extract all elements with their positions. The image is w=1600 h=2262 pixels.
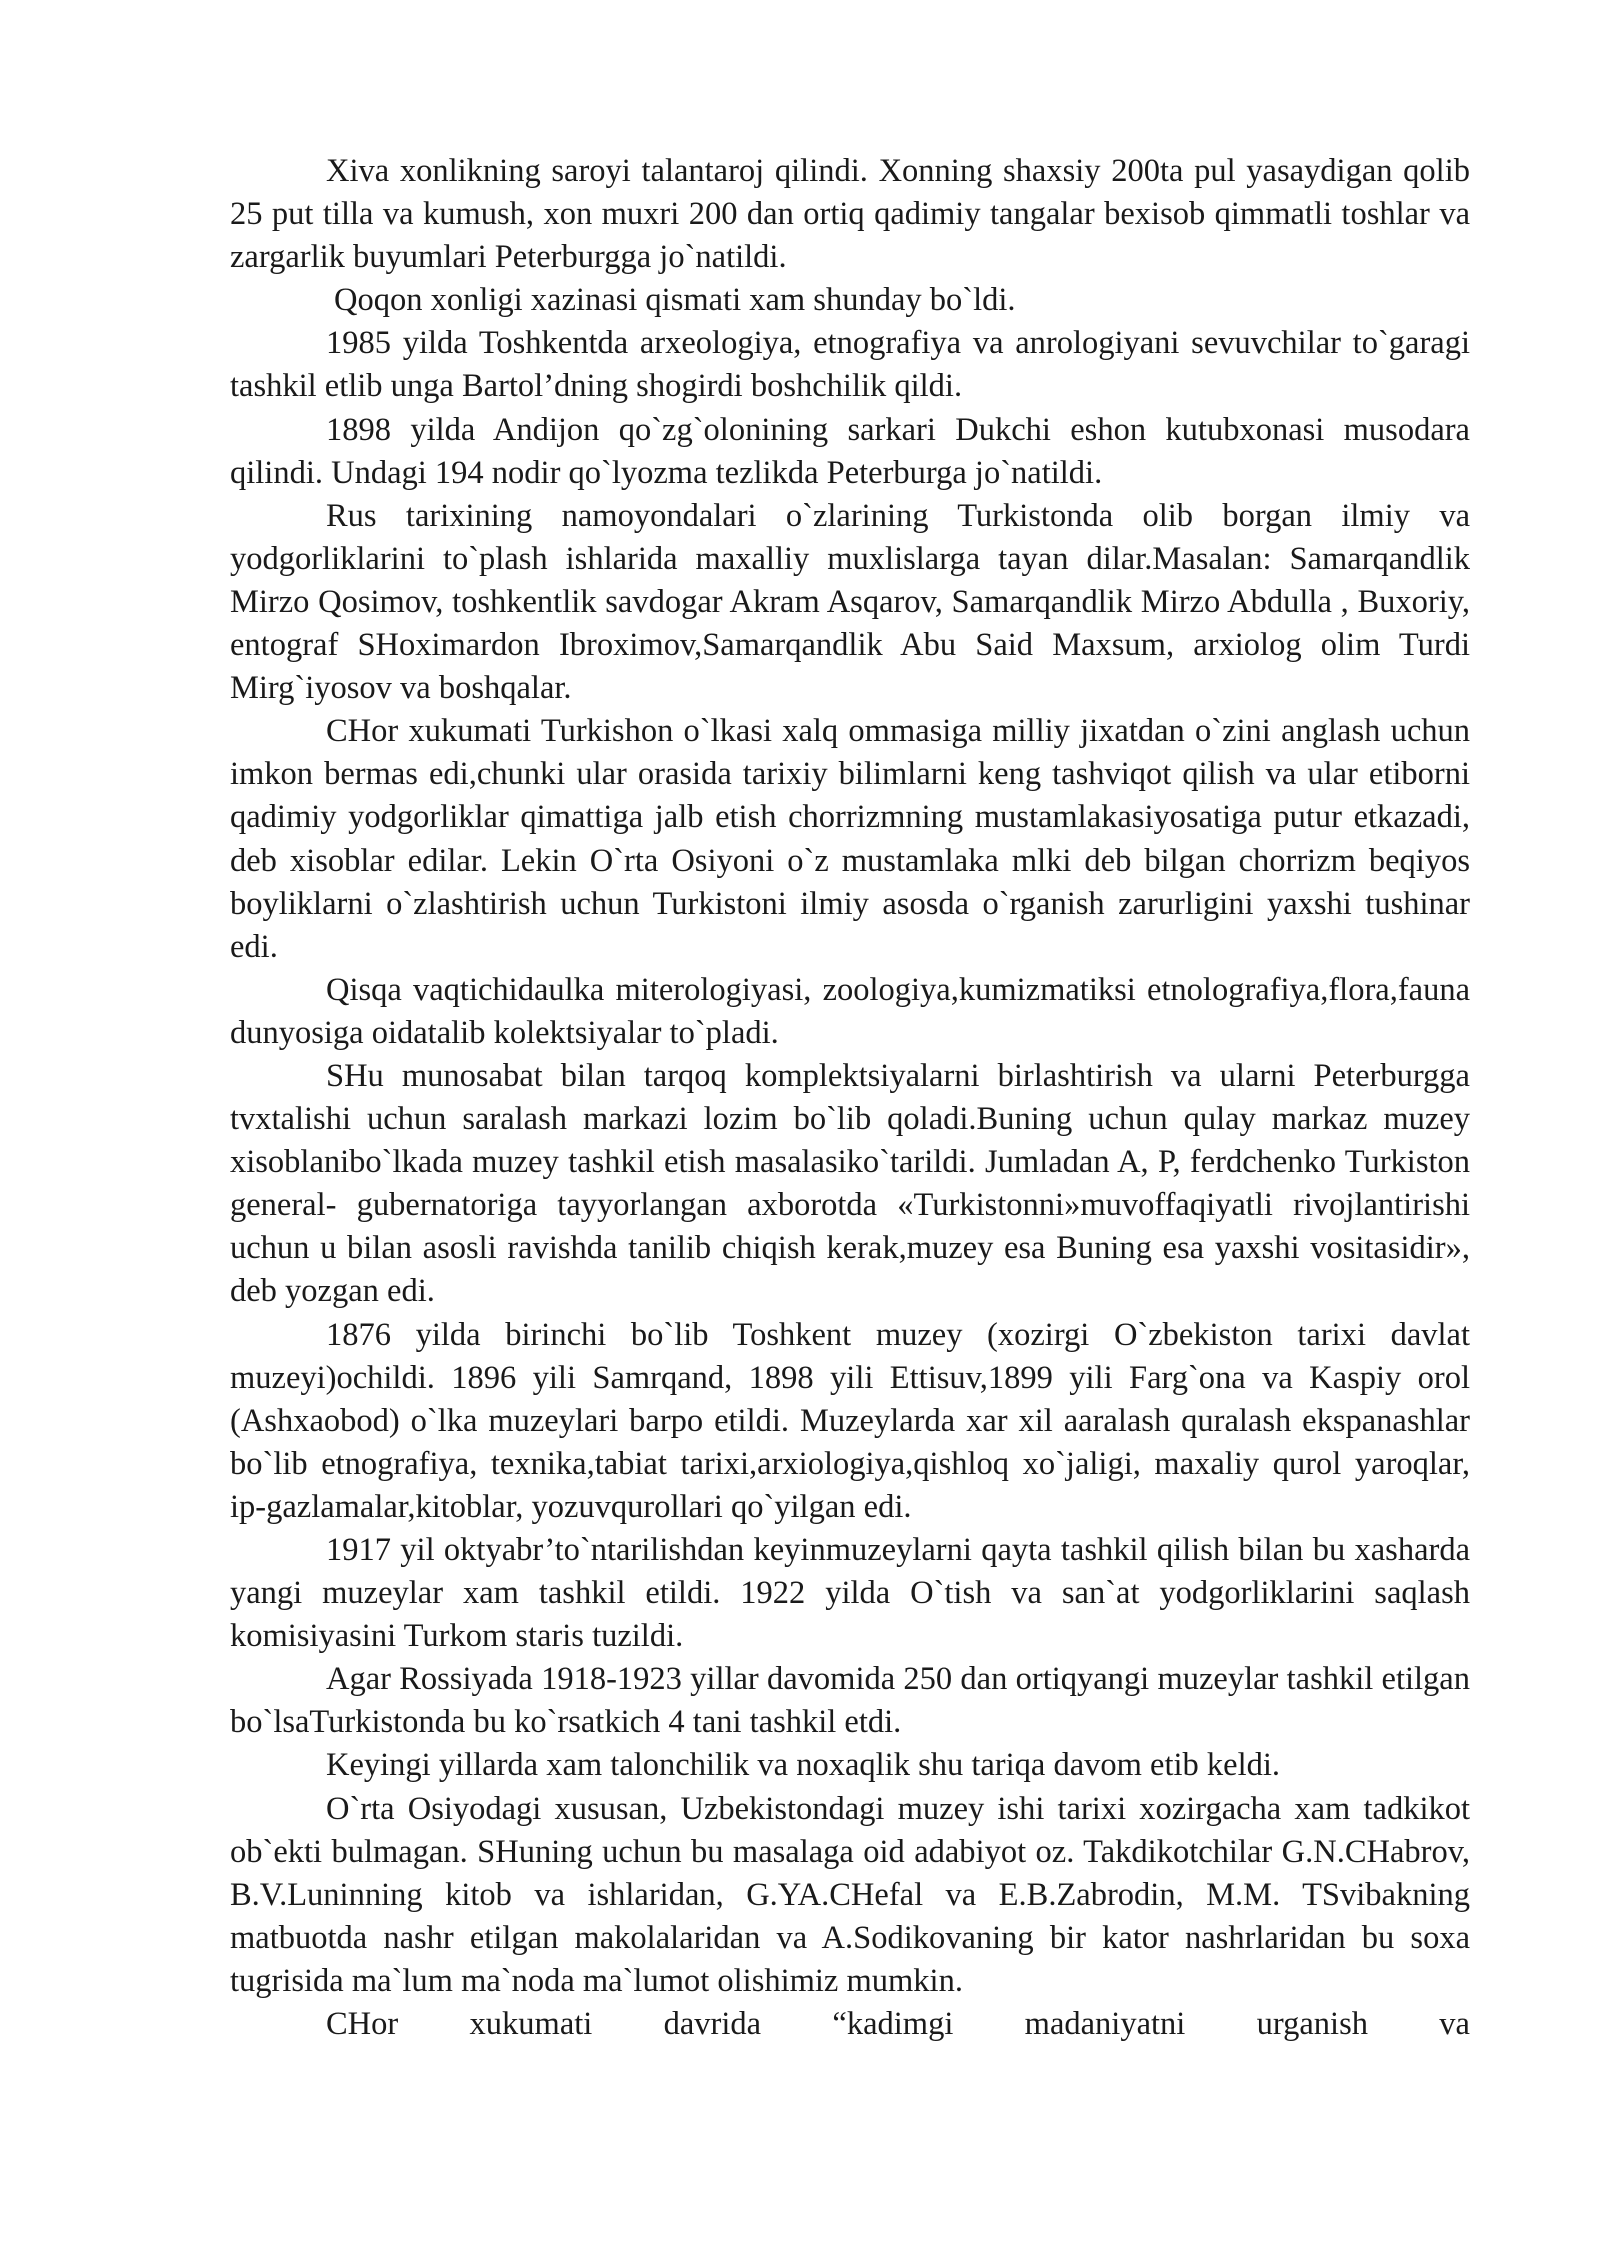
paragraph-looting-continued: Keyingi yillarda xam talonchilik va noxaqlik shu tariqa davom etib keldi. xyxy=(326,1747,1281,1784)
paragraph-russia-comparison: Agar Rossiyada 1918-1923 yillar davomida 250 dan ortiqyangi muzeylar tashkil etilgan bo`lsaTurkistonda bu ko`rsatkich 4 tani tashkil etdi. xyxy=(230,1661,1470,1741)
paragraph-local-collectors: Rus tarixining namoyondalari o`zlarining Turkistonda olib borgan ilmiy va yodgorliklarini to`plash ishlarida maxalliy muxlislarga tayan dilar.Masalan: Samarqandlik Mirzo Qosimov, toshkentlik savdogar Akram Asqarov, Samarqandlik Mirzo Abdulla , Buxoriy, entograf SHoximardon Ibroximov,Samarqandlik Abu Said Maxsum, arxiolog olim Turdi Mirg`iyosov va boshqalar. xyxy=(230,497,1470,707)
paragraph-1917-reorganization: 1917 yil oktyabr’to`ntarilishdan keyinmuzeylarni qayta tashkil qilish bilan bu xasharda yangi muzeylar xam tashkil etildi. 1922 yilda O`tish va san`at yodgorliklarini saqlash komisiyasini Turkom staris tuzildi. xyxy=(230,1532,1470,1655)
document-page xyxy=(230,150,1470,2046)
paragraph-tashkent-circle: 1985 yilda Toshkentda arxeologiya, etnografiya va anrologiyani sevuvchilar to`garagi tashkil etlib unga Bartol’dning shogirdi boshchilik qildi. xyxy=(230,325,1470,405)
paragraph-first-museums: 1876 yilda birinchi bo`lib Toshkent muzey (xozirgi O`zbekiston tarixi davlat muzeyi)ochildi. 1896 yili Samrqand, 1898 yili Ettisuv,1899 yili Farg`ona va Kaspiy orol (Ashxaobod) o`lka muzeylari barpo etildi. Muzeylarda xar xil aaralash quralash ekspanashlar bo`lib etnografiya, texnika,tabiat tarixi,arxiologiya,qishloq xo`jaligi, maxaliy qurol yaroqlar, ip-gazlamalar,kitoblar, yozuvqurollari qo`yilgan edi. xyxy=(230,1316,1470,1525)
paragraph-andijan-library: 1898 yilda Andijon qo`zg`olonining sarkari Dukchi eshon kutubxonasi musodara qilindi. Undagi 194 nodir qo`lyozma tezlikda Peterburga jo`natildi. xyxy=(230,411,1470,491)
paragraph-collections: Qisqa vaqtichidaulka miterologiyasi, zoologiya,kumizmatiksi etnolografiya,flora,fauna dunyosiga oidatalib kolektsiyalar to`pladi. xyxy=(230,971,1470,1051)
paragraph-museum-center: SHu munosabat bilan tarqoq komplektsiyalarni birlashtirish va ularni Peterburgga tvxtalishi uchun saralash markazi lozim bo`lib qoladi.Buning uchun qulay markaz muzey xisoblanibo`lkada muzey tashkil etish masalasiko`tarildi. Jumladan A, P, ferdchenko Turkiston general- gubernatoriga tayyorlangan axborotda «Turkistonni»muvoffaqiyatli rivojlantirishi uchun u bilan asosli ravishda tanilib chiqish kerak,muzey esa Buning esa yaxshi vositasidir», deb yozgan edi. xyxy=(230,1057,1470,1310)
paragraph-research-sources: O`rta Osiyodagi xususan, Uzbekistondagi muzey ishi tarixi xozirgacha xam tadkikot ob`ekti bulmagan. SHuning uchun bu masalaga oid adabiyot oz. Takdikotchilar G.N.CHabrov, B.V.Luninning kitob va ishlaridan, G.YA.CHefal va E.B.Zabrodin, M.M. TSvibakning matbuotda nashr etilgan makolalaridan va A.Sodikovaning bir kator nashrlaridan bu soxa tugrisida ma`lum ma`noda ma`lumot olishimiz mumkin. xyxy=(230,1790,1470,1999)
paragraph-khiva-treasury: Xiva xonlikning saroyi talantaroj qilindi. Xonning shaxsiy 200ta pul yasaydigan qolib 25 put tilla va kumush, xon muxri 200 dan ortiq qadimiy tangalar bexisob qimmatli toshlar va zargarlik buyumlari Peterburgga jo`natildi. xyxy=(230,153,1470,276)
paragraph-kokand-treasury: Qoqon xonligi xazinasi qismati xam shunday bo`ldi. xyxy=(334,282,1016,319)
paragraph-tsarist-policy: CHor xukumati Turkishon o`lkasi xalq ommasiga milliy jixatdan o`zini anglash uchun imkon bermas edi,chunki ular orasida tarixiy bilimlarni keng tashviqot qilish va ular etiborni qadimiy yodgorliklar qimattiga jalb etish chorrizmning mustamlakasiyosatiga putur etkazadi, deb xisoblar edilar. Lekin O`rta Osiyoni o`z mustamlaka mlki deb bilgan chorrizm beqiyos boyliklarni o`zlashtirish uchun Turkistoni ilmiy asosda o`rganish zarurligini yaxshi tushinar edi. xyxy=(230,713,1470,965)
paragraph-tsarist-era: CHor xukumati davrida “kadimgi madaniyatni urganish va xyxy=(326,2006,1470,2043)
